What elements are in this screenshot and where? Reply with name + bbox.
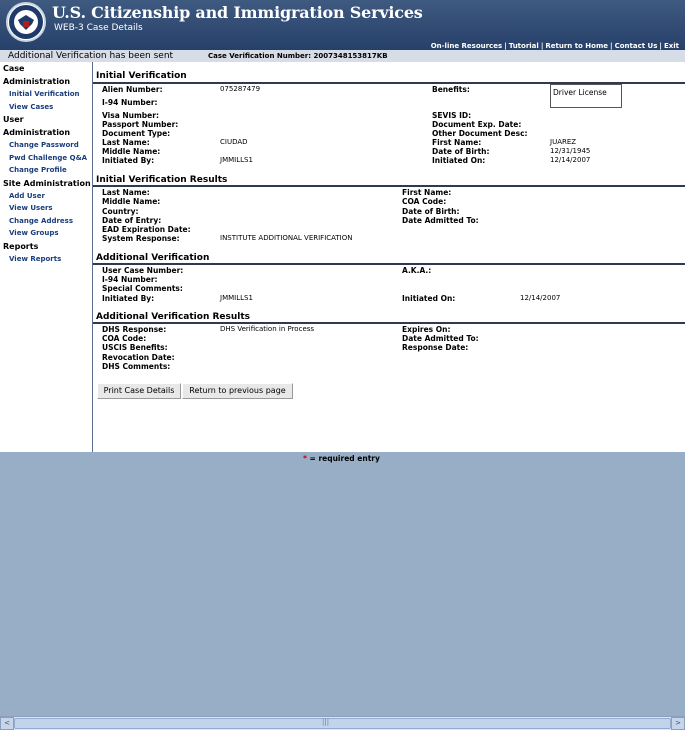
required-entry-note (303, 454, 380, 463)
sidebar-heading-site-admin: Site Administration (3, 178, 91, 188)
aka-label: A.K.A.: (402, 266, 432, 275)
date-of-birth-label: Date of Birth: (432, 147, 490, 156)
case-verification-number (208, 50, 388, 62)
sidebar-heading-case-admin: Case Administration (3, 64, 71, 86)
section-title-initial-verification: Initial Verification (96, 71, 187, 81)
alien-number-value: 075287479 (220, 85, 261, 93)
results-first-name-label: First Name: (402, 188, 452, 197)
results-date-of-entry-label: Date of Entry: (102, 216, 162, 225)
tutorial-link[interactable]: Tutorial (508, 42, 539, 50)
last-name-value: CIUDAD (220, 138, 248, 146)
return-to-previous-page-button[interactable]: Return to previous page (182, 383, 293, 399)
agency-title: U.S. Citizenship and Immigration Services (52, 3, 423, 22)
date-of-birth-value: 12/31/1945 (550, 147, 591, 155)
results-last-name-label: Last Name: (102, 188, 150, 197)
document-exp-date-label: Document Exp. Date: (432, 120, 522, 129)
sidebar-item-change-password[interactable]: Change Password (9, 141, 79, 149)
sidebar-item-view-users[interactable]: View Users (9, 204, 53, 212)
online-resources-link[interactable]: On-line Resources (430, 42, 503, 50)
initiated-by-label: Initiated By: (102, 156, 155, 165)
app-title: WEB-3 Case Details (54, 23, 143, 33)
horizontal-scrollbar[interactable] (0, 716, 685, 730)
sidebar-item-change-address[interactable]: Change Address (9, 216, 73, 225)
other-document-desc-label: Other Document Desc: (432, 129, 528, 138)
return-home-link[interactable]: Return to Home (545, 42, 609, 50)
passport-number-label: Passport Number: (102, 120, 179, 129)
additional-date-admitted-label: Date Admitted To: (402, 334, 479, 343)
alien-number-label: Alien Number: (102, 85, 163, 94)
sidebar (0, 62, 93, 452)
results-middle-name-label: Middle Name: (102, 197, 161, 206)
print-case-details-button[interactable]: Print Case Details (97, 383, 181, 399)
dhs-seal-logo (6, 2, 46, 42)
section-divider (93, 185, 685, 187)
results-date-admitted-label: Date Admitted To: (402, 216, 479, 225)
additional-initiated-on-label: Initiated On: (402, 294, 456, 303)
benefits-listbox[interactable]: Driver License (550, 84, 622, 108)
required-star-icon: * (303, 454, 307, 463)
visa-number-label: Visa Number: (102, 111, 159, 120)
sevis-id-label: SEVIS ID: (432, 111, 472, 120)
initiated-on-label: Initiated On: (432, 156, 486, 165)
divider: | (659, 42, 662, 50)
benefits-label: Benefits: (432, 85, 470, 94)
sidebar-heading-user-admin: User Administration (3, 115, 71, 137)
additional-initiated-by-label: Initiated By: (102, 294, 155, 303)
results-ead-expiration-label: EAD Expiration Date: (102, 225, 191, 234)
results-country-label: Country: (102, 207, 139, 216)
scroll-left-arrow-icon[interactable]: < (0, 717, 14, 730)
divider: | (610, 42, 613, 50)
scrollbar-grip-icon: ||| (322, 718, 330, 726)
system-response-value: INSTITUTE ADDITIONAL VERIFICATION (220, 234, 353, 242)
initiated-by-value: JMMILLS1 (220, 156, 253, 164)
sidebar-item-view-reports[interactable]: View Reports (9, 254, 62, 263)
section-title-additional-verification: Additional Verification (96, 253, 210, 263)
additional-initiated-on-value: 12/14/2007 (520, 294, 561, 302)
top-nav-links (431, 42, 679, 50)
section-divider (93, 322, 685, 324)
required-entry-text: = required entry (306, 454, 380, 463)
i94-number-label: I-94 Number: (102, 98, 158, 107)
section-divider (93, 263, 685, 265)
sidebar-heading-reports: Reports (3, 241, 39, 251)
divider: | (504, 42, 507, 50)
initiated-on-value: 12/14/2007 (550, 156, 591, 164)
document-type-label: Document Type: (102, 129, 171, 138)
section-title-additional-results: Additional Verification Results (96, 312, 251, 322)
page-header (0, 0, 685, 50)
sidebar-item-add-user[interactable]: Add User (9, 191, 45, 200)
case-number-value: 2007348153817KB (313, 52, 388, 60)
results-coa-code-label: COA Code: (402, 197, 447, 206)
first-name-value: JUAREZ (550, 138, 577, 146)
additional-initiated-by-value: JMMILLS1 (220, 294, 253, 302)
dhs-comments-label: DHS Comments: (102, 362, 171, 371)
sidebar-item-pwd-challenge[interactable]: Pwd Challenge Q&A (9, 153, 88, 162)
status-message: Additional Verification has been sent (8, 51, 174, 61)
additional-i94-label: I-94 Number: (102, 275, 158, 284)
special-comments-label: Special Comments: (102, 284, 183, 293)
system-response-label: System Response: (102, 234, 180, 243)
expires-on-label: Expires On: (402, 325, 451, 334)
case-number-label: Case Verification Number: (208, 52, 312, 60)
first-name-label: First Name: (432, 138, 482, 147)
contact-us-link[interactable]: Contact Us (614, 42, 658, 50)
sidebar-item-initial-verification[interactable]: Initial Verification (9, 90, 80, 98)
case-details-panel (93, 62, 685, 452)
last-name-label: Last Name: (102, 138, 150, 147)
status-bar (0, 50, 685, 62)
exit-link[interactable]: Exit (663, 42, 679, 50)
dhs-response-label: DHS Response: (102, 325, 167, 334)
dhs-response-value: DHS Verification in Process (220, 325, 315, 333)
additional-coa-code-label: COA Code: (102, 334, 147, 343)
uscis-benefits-label: USCIS Benefits: (102, 343, 168, 352)
revocation-date-label: Revocation Date: (102, 353, 175, 362)
scrollbar-thumb[interactable] (14, 718, 671, 729)
divider: | (540, 42, 544, 50)
user-case-number-label: User Case Number: (102, 266, 184, 275)
results-date-of-birth-label: Date of Birth: (402, 207, 460, 216)
sidebar-item-view-cases[interactable]: View Cases (9, 102, 54, 111)
sidebar-item-view-groups[interactable]: View Groups (9, 229, 59, 237)
sidebar-item-change-profile[interactable]: Change Profile (9, 166, 67, 174)
middle-name-label: Middle Name: (102, 147, 161, 156)
section-title-initial-results: Initial Verification Results (96, 175, 228, 185)
response-date-label: Response Date: (402, 343, 469, 352)
scroll-right-arrow-icon[interactable]: > (671, 717, 685, 730)
